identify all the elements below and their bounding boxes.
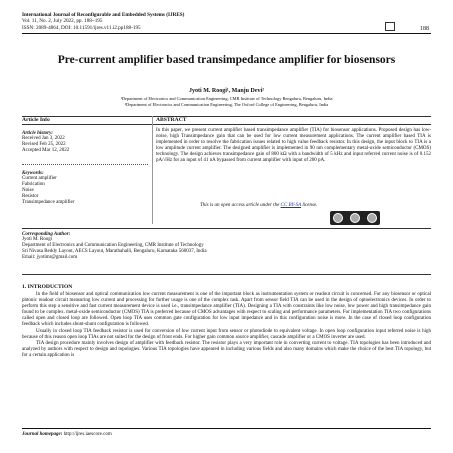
footer-url[interactable]: http://ijres.iaescore.com [63, 432, 112, 437]
corresponding-top-rule [22, 228, 431, 229]
cc-by-sa-badge-icon [330, 211, 380, 225]
column-separator [152, 116, 153, 224]
intro-paragraph: Usually in closed loop TIA feedback resistor is used for conversion of low current input from sensor or photodiode to equivalent voltage. In open loop configuration input referred noise is high because of this reason open loop TIAs are not suited for the design of front ends. For higher gain common source amplifier, cascade amplifier or a CMOS inverter are used. [22, 328, 431, 340]
journal-logo-icon [385, 22, 395, 31]
keyword-item: Fabrication [22, 182, 45, 187]
journal-header [22, 12, 184, 31]
open-access-text: This is an open access article under the [200, 203, 280, 208]
keyword-item: Noise [22, 188, 34, 193]
journal-name: International Journal of Reconfigurable and Embedded Systems (IJRES) [22, 12, 185, 18]
journal-footer [22, 432, 112, 437]
intro-paragraph: TIA design procedure mainly involves design of amplifier with feedback resistor. The resistor plays a very important role in converting current to voltage. TIA topologies has been introduced and analyzed by authors with respect to design and topologies. Various TIA topologies have appeared in including various fields and also many domains which make the choice of the best TIA topology, but for a certain application is [22, 340, 431, 358]
license-link[interactable]: CC BY-SA [280, 203, 302, 208]
corresponding-author [22, 232, 382, 261]
history-received: Received Jan 3, 2022 [22, 136, 65, 141]
corresponding-heading: Corresponding Author: [22, 232, 71, 237]
intro-paragraph: In the field of biosensor and optical communication low current measurement is one of the important block as instrumentation system or readout circuit is concerned. For any biosensor or optical phtonic readout circuit measuring low current and processing for further usage is one of the complex task. Apart from sensor field TIA can be used in the design of optoelectronics devices. In order to perform this step a sensitive and fast current measurement device is used i.e., transimpedance amplifier (TIA). Designing a TIA with constraints like low noise, low power and high transimpedance gain found to be complex. metal-oxide semiconductor (CMOS) TIA is preferred because of CMOS advantages with respect to scaling and performance parameters. For implementation TIA two configurations called open and closed loop are followed. Open loop TIA uses common gate configuration for low input impedance and in this configuration noise is more. In the case of closed loop configuration feedback which includes shunt-shunt configuration is followed. [22, 292, 431, 328]
open-access-note [200, 203, 317, 208]
corresponding-bottom-rule [22, 274, 431, 275]
affiliations [30, 96, 423, 107]
history-accepted: Accepted Mar 12, 2022 [22, 148, 70, 153]
by-icon [350, 213, 360, 223]
info-mid-rule [22, 124, 431, 125]
corresponding-line: Department of Electronics and Communication Engineering, CMR Institute of Technology [22, 243, 204, 248]
paper-authors: Jyoti M. Roogi¹, Manju Devi² [189, 88, 264, 94]
keywords-rule [22, 164, 148, 165]
introduction-heading: 1. INTRODUCTION [22, 284, 73, 290]
header-rule [22, 33, 431, 34]
footer-label: Journal homepage: [22, 432, 63, 437]
paper-title: Pre-current amplifier based transimpedance amplifier for biosensors [57, 54, 396, 66]
keyword-item: Current amplifier [22, 176, 57, 181]
keywords [22, 168, 148, 206]
page-number: 188 [420, 26, 429, 32]
introduction-body [22, 292, 431, 359]
article-info-heading: Article Info [22, 117, 50, 123]
corresponding-line: Sri Nivasa Reddy Layout, AECS Layout, Marathahalli, Bengaluru, Karnataka 560037, India [22, 249, 207, 254]
open-access-suffix: license. [302, 203, 318, 208]
keyword-item: Resistor [22, 194, 39, 199]
corresponding-email: Email: jyotimr@gmail.com [22, 255, 78, 260]
affiliation-2: ²Department of Electronics and Communication Engineering, The Oxford College of Engineering, Bengaluru, India [124, 101, 329, 107]
journal-issn: ISSN: 2089-4864, DOI: 10.11591/ijres.v11.i2.pp188-195 [22, 24, 141, 31]
keywords-heading: Keywords: [22, 171, 44, 176]
abstract-text: In this paper, we present current amplifier based transimpedance amplifier (TIA) for biosensor applications. Proposed design has low-noise, high Transimpedance gain that can be used for low current measurement applications. The current amplifier based TIA is implemented in order to resolve the fabrication issues related to high value feedback resistor. In this design, the input block to TIA is a low amplitude current amplifier. The designed amplifier is implemented in 90 nm complementary metal-oxide semiconductor (CMOS) technology. The design achieves transimpedance gain of 800 kΩ with a bandwidth of 5 kHz and input referred current noise is of 0.152 pA/√Hz for an input of 41 nA bypassed from current amplifier with input of 200 pA. [156, 128, 431, 164]
footer-rule [22, 428, 431, 429]
journal-volume: Vol. 11, No. 2, July 2022, pp. 188~195 [22, 18, 103, 25]
corresponding-line: Jyoti M. Roogi [22, 237, 53, 242]
history-heading: Article history: [22, 131, 53, 136]
article-history [22, 128, 148, 154]
abstract-heading: ABSTRACT [156, 117, 187, 123]
keyword-item: Transimpedance amplifier [22, 200, 75, 205]
sa-icon [367, 213, 377, 223]
affiliation-1: ¹Department of Electronics and Communication Engineering, CMR Institute of Technology Bengaluru, Bengaluru, India [120, 96, 333, 101]
history-revised: Revised Feb 25, 2022 [22, 142, 66, 147]
cc-icon [333, 213, 343, 223]
